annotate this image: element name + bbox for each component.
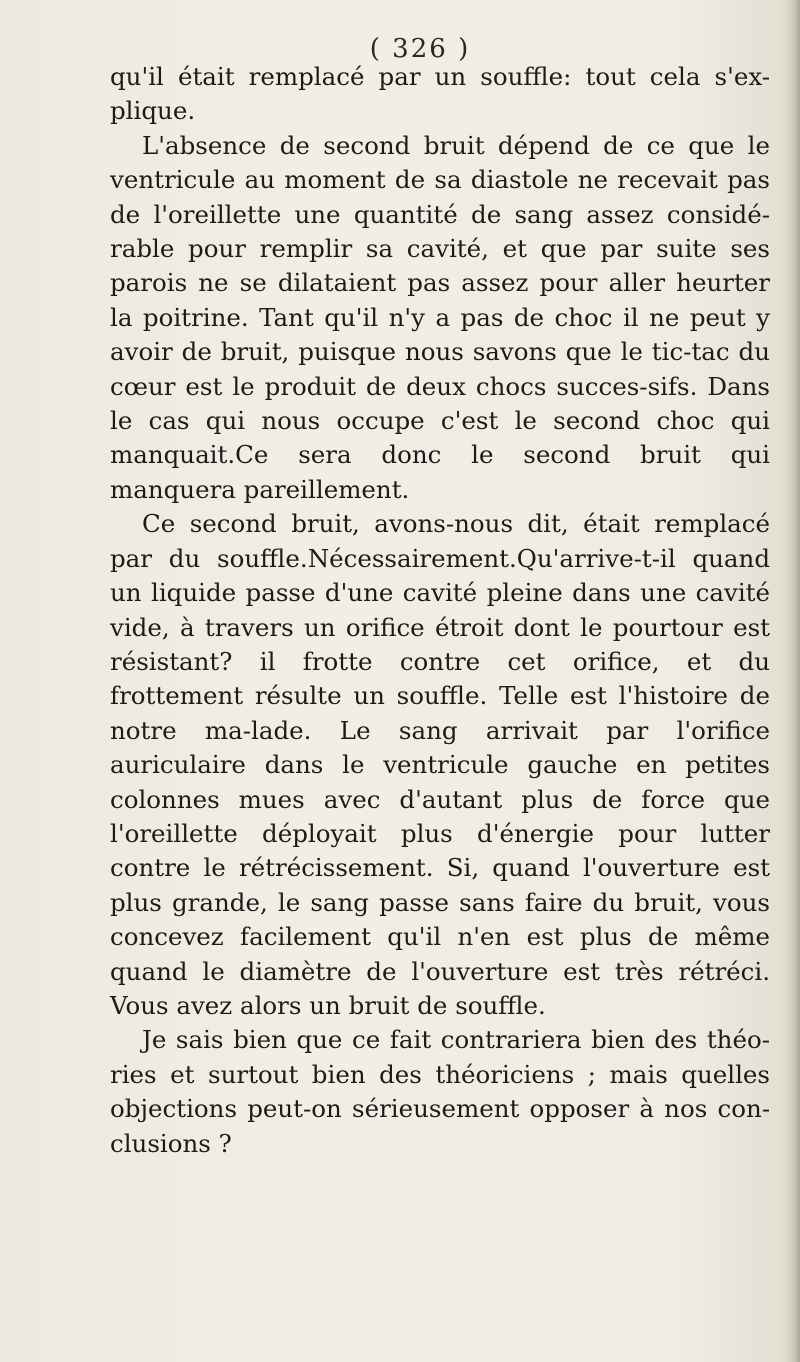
- paragraph-continuation: qu'il était remplacé par un souffle: tout cela s'ex-plique.: [110, 62, 770, 126]
- body-text: [110, 60, 770, 1161]
- paragraph-absence-second-bruit: L'absence de second bruit dépend de ce que le ventricule au moment de sa diastole ne recevait pas de l'oreillette une quantité de sang assez considé-rable pour remplir sa cavité, et que par suite ses parois ne se dilataient pas assez pour aller heurter la poitrine. Tant qu'il n'y a pas de choc il ne peut y avoir de bruit, puisque nous savons que le tic-tac du cœur est le produit de deux chocs succes-sifs. Dans le cas qui nous occupe c'est le second choc qui manquait.Ce sera donc le second bruit qui manquera pareillement.: [110, 130, 770, 504]
- paragraph-theories: Je sais bien que ce fait contrariera bien des théo-ries et surtout bien des théoriciens ; mais quelles objections peut-on sérieusement opposer à nos con-clusions ?: [110, 1025, 770, 1158]
- page-number: ( 326 ): [369, 34, 471, 64]
- page-edge-shadow: [786, 0, 800, 1362]
- paragraph-souffle: Ce second bruit, avons-nous dit, était remplacé par du souffle.Nécessairement.Qu'arrive-t-il quand un liquide passe d'une cavité pleine dans une cavité vide, à travers un orifice étroit dont le pourtour est résistant? il frotte contre cet orifice, et du frottement résulte un souffle. Telle est l'histoire de notre ma-lade. Le sang arrivait par l'orifice auriculaire dans le ventricule gauche en petites colonnes mues avec d'autant plus de force que l'oreillette déployait plus d'énergie pour lutter contre le rétrécissement. Si, quand l'ouverture est plus grande, le sang passe sans faire du bruit, vous concevez facilement qu'il n'en est plus de même quand le diamètre de l'ouverture est très rétréci. Vous avez alors un bruit de souffle.: [110, 509, 770, 1020]
